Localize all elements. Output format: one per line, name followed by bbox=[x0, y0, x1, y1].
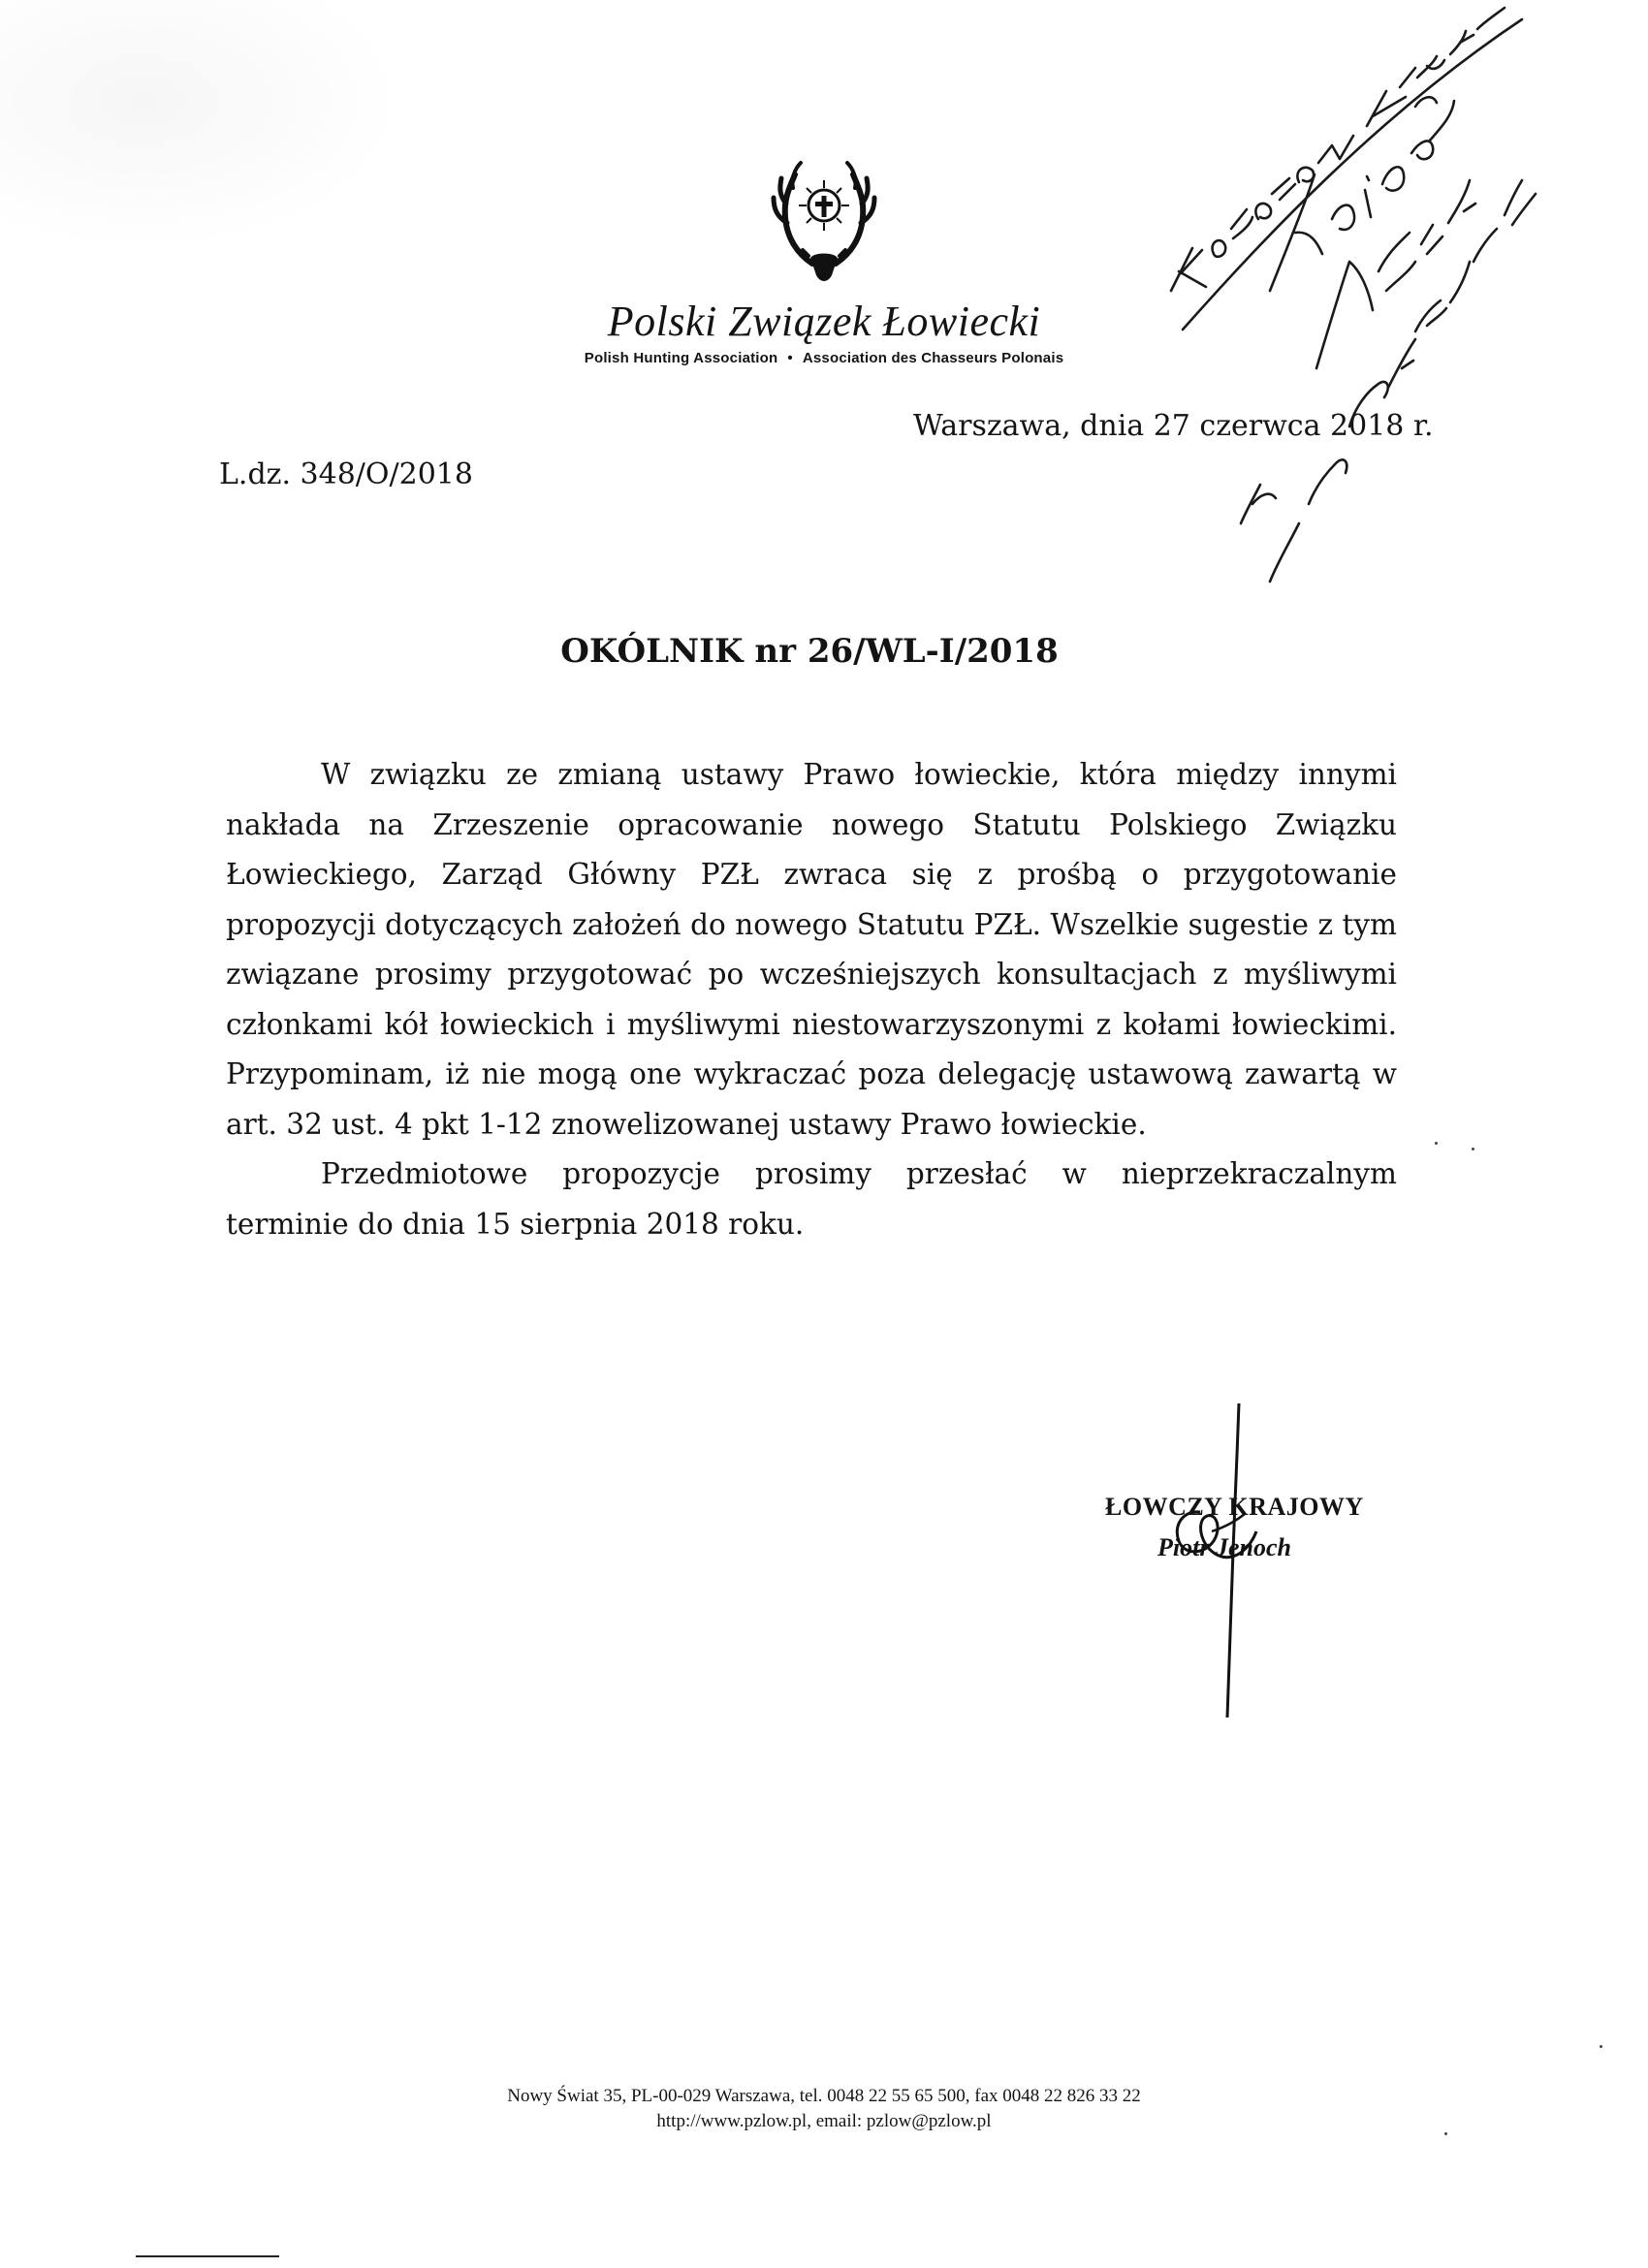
subtitle-french: Association des Chasseurs Polonais bbox=[802, 350, 1064, 366]
scan-shading bbox=[0, 0, 407, 252]
reference-number: L.dz. 348/O/2018 bbox=[219, 457, 473, 491]
handwritten-signature bbox=[1115, 1396, 1280, 1725]
letter-body bbox=[226, 750, 1397, 1249]
footer bbox=[0, 2084, 1648, 2134]
organization-subtitle bbox=[523, 350, 1125, 366]
letterhead bbox=[523, 155, 1125, 366]
footer-address: Nowy Świat 35, PL-00-029 Warszawa, tel. 0048 22 55 65 500, fax 0048 22 826 33 22 bbox=[507, 2086, 1141, 2106]
signatory-name: Piotr Jenoch bbox=[1157, 1533, 1291, 1561]
scan-speck bbox=[1600, 2045, 1602, 2048]
subtitle-english: Polish Hunting Association bbox=[584, 350, 778, 366]
organization-name: Polski Związek Łowiecki bbox=[607, 298, 1041, 345]
footer-contact: http://www.pzlow.pl, email: pzlow@pzlow.pl bbox=[656, 2111, 992, 2131]
scan-speck bbox=[1472, 1148, 1474, 1150]
scan-speck bbox=[1435, 1142, 1438, 1145]
bottom-rule bbox=[136, 2255, 279, 2257]
document-title: OKÓLNIK nr 26/WL-I/2018 bbox=[560, 632, 1059, 671]
pzl-emblem-icon bbox=[766, 155, 882, 291]
handwritten-margin-note bbox=[1125, 0, 1551, 678]
subtitle-separator: • bbox=[787, 350, 793, 366]
body-paragraph-1: W związku ze zmianą ustawy Prawo łowieckie, która między innymi nakłada na Zrzeszenie opracowanie nowego Statutu Polskiego Związku Łowieckiego, Zarząd Główny PZŁ zwraca się z prośbą o przygotowanie propozycji dotyczących założeń do nowego Statutu PZŁ. Wszelkie sugestie z tym związane prosimy przygotować po wcześniejszych konsultacjach z myśliwymi członkami kół łowieckich i myśliwymi niestowarzyszonymi z kołami łowieckimi. Przypominam, iż nie mogą one wykraczać poza delegację ustawową zawartą w art. 32 ust. 4 pkt 1-12 znowelizowanej ustawy Prawo łowieckie. bbox=[226, 758, 1397, 1141]
place-and-date: Warszawa, dnia 27 czerwca 2018 r. bbox=[913, 409, 1434, 443]
body-paragraph-2: Przedmiotowe propozycje prosimy przesłać w nieprzekraczalnym terminie do dnia 15 sierpnia 2018 roku. bbox=[226, 1157, 1397, 1241]
signatory-role: ŁOWCZY KRAJOWY bbox=[1105, 1493, 1364, 1521]
